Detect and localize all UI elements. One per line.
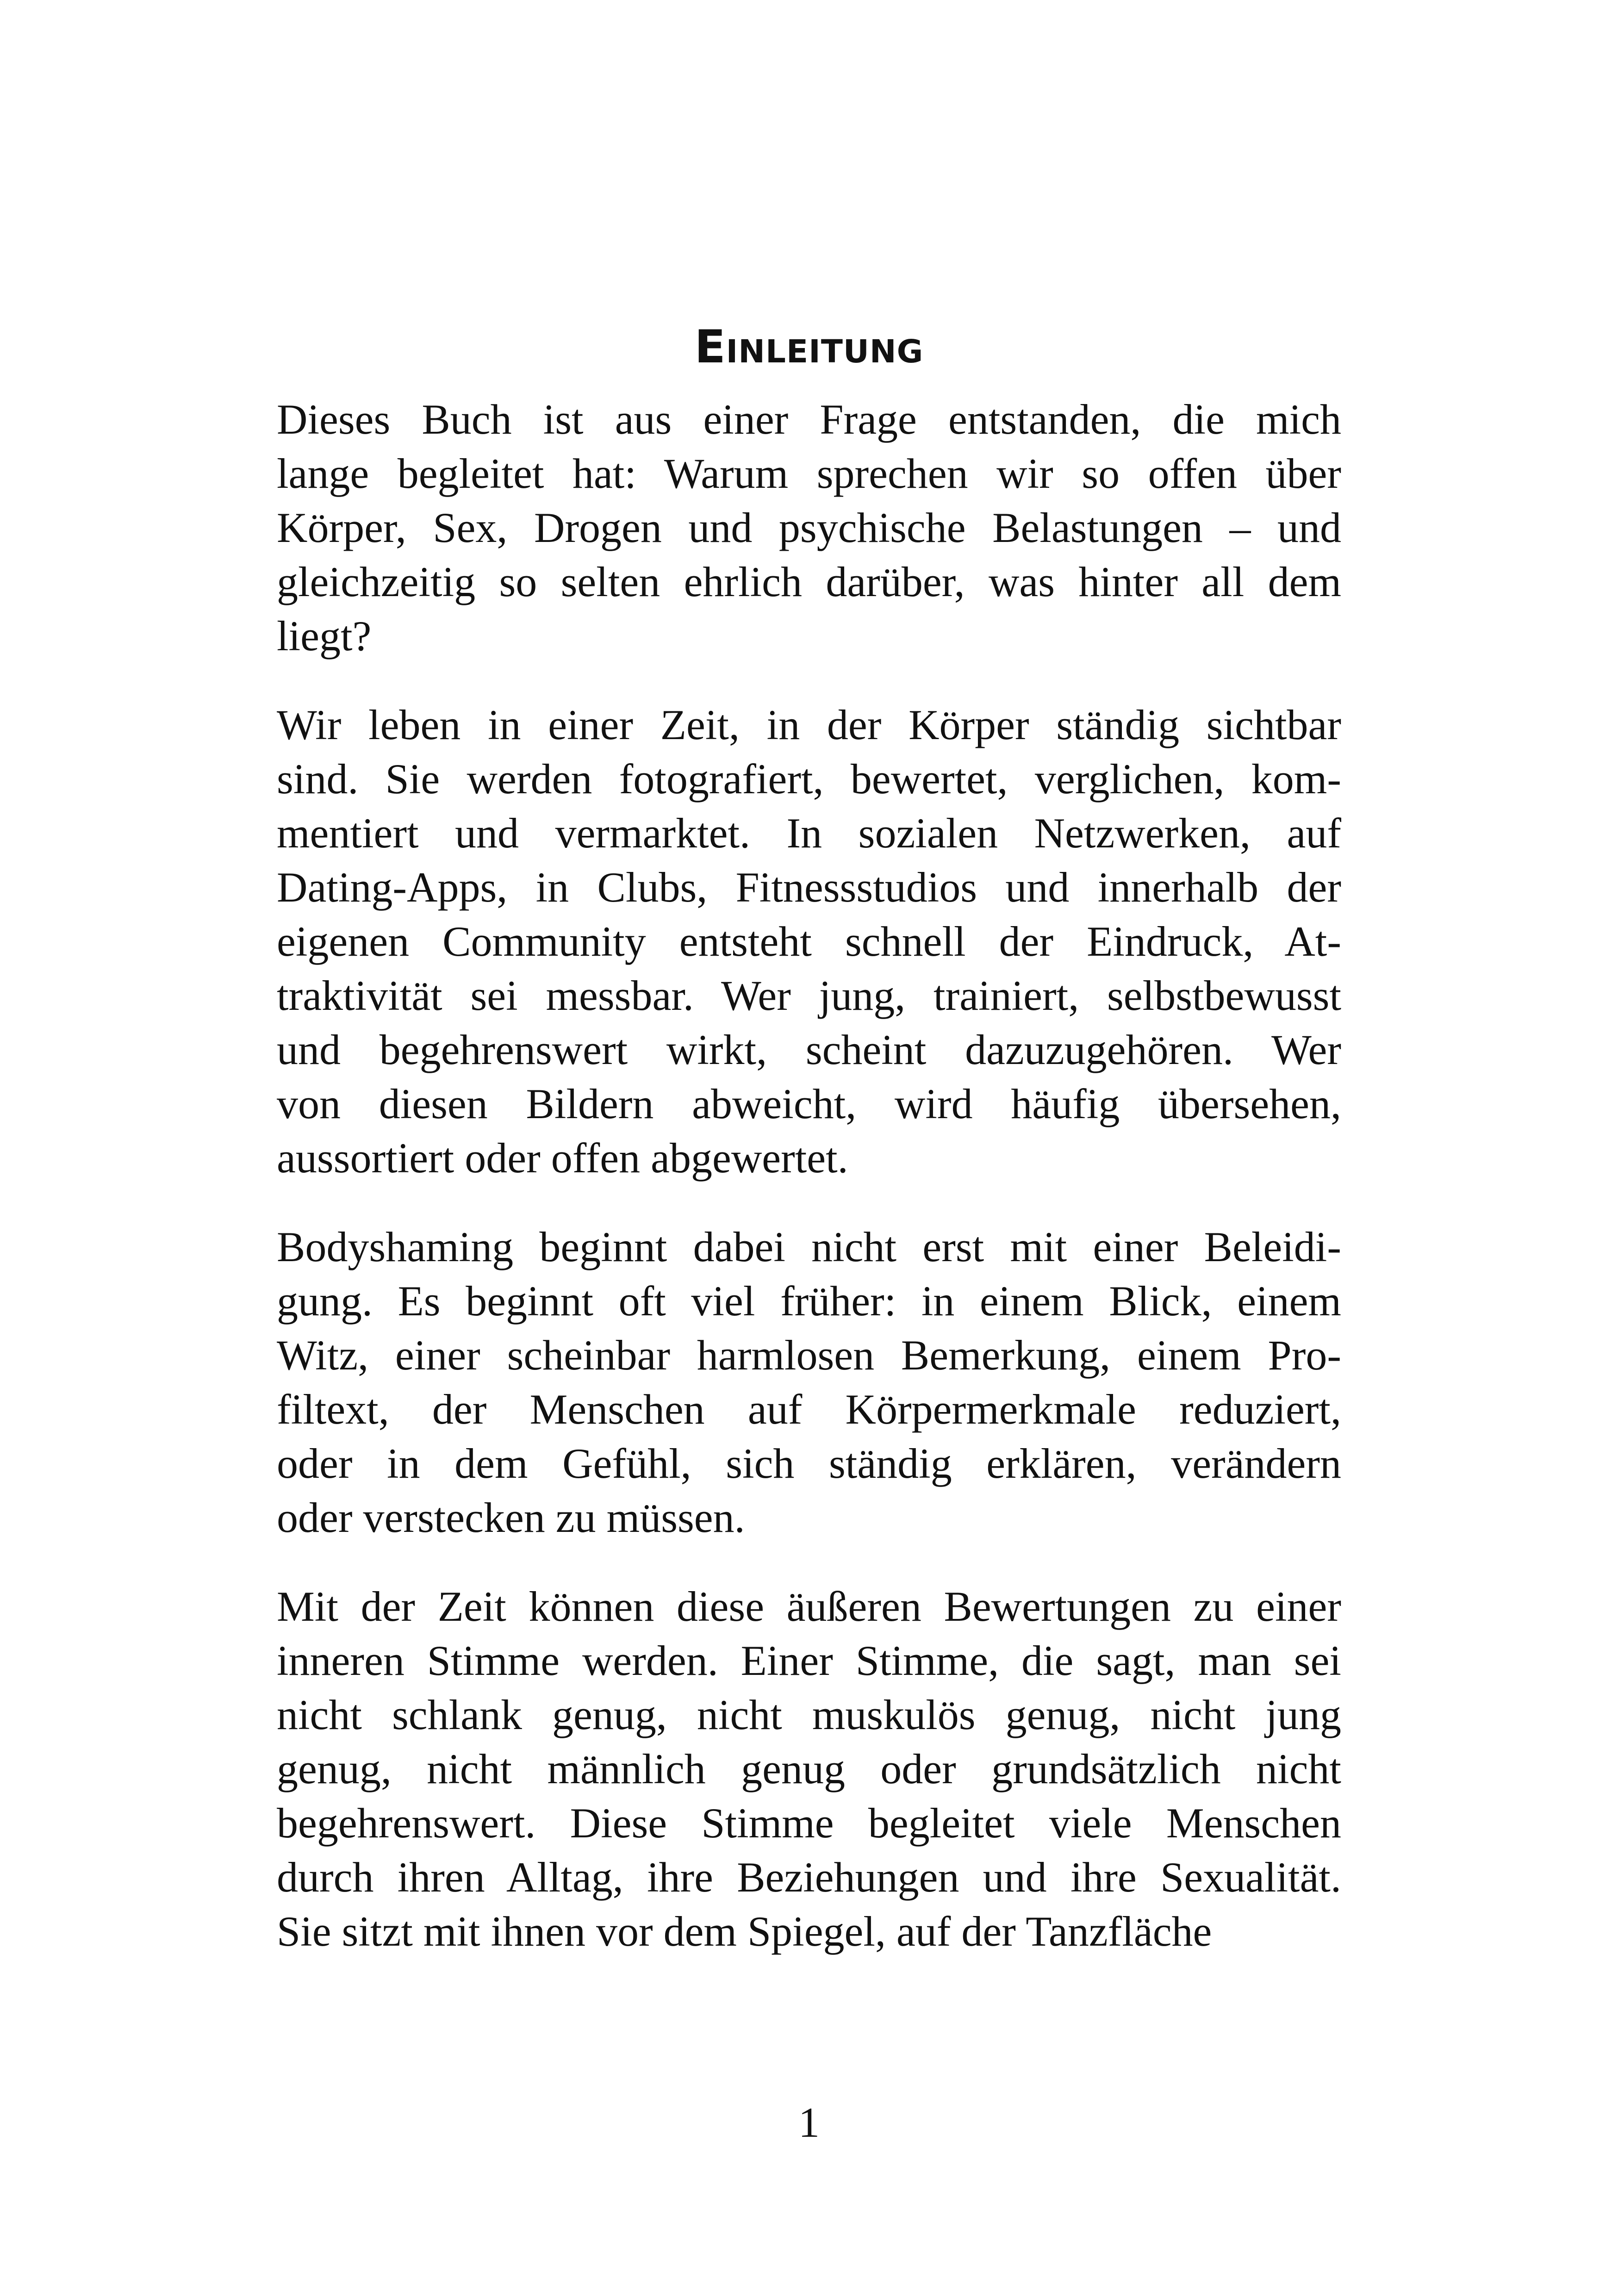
text-line: gleichzeitig so selten ehrlich darüber, was hinter all dem [277, 558, 1341, 605]
text-line: Wir leben in einer Zeit, in der Körper ständig sichtbar [277, 701, 1341, 748]
text-line: Bodyshaming beginnt dabei nicht erst mit einer Beleidi- [277, 1223, 1341, 1270]
text-line: Witz, einer scheinbar harmlosen Bemerkung, einem Pro- [277, 1332, 1341, 1379]
text-line: Körper, Sex, Drogen und psychische Belastungen – und [277, 504, 1341, 551]
text-line: aussortiert oder offen abgewertet. [277, 1134, 848, 1182]
text-line: von diesen Bildern abweicht, wird häufig übersehen, [277, 1080, 1341, 1127]
paragraph [277, 1220, 1341, 1545]
text-line: Dating-Apps, in Clubs, Fitnessstudios und innerhalb der [277, 864, 1341, 911]
text-line: nicht schlank genug, nicht muskulös genug, nicht jung [277, 1691, 1341, 1738]
text-line: oder in dem Gefühl, sich ständig erklären, verändern [277, 1440, 1341, 1487]
text-line: eigenen Community entsteht schnell der Eindruck, At- [277, 918, 1341, 965]
text-line: oder verstecken zu müssen. [277, 1494, 745, 1541]
paragraph [277, 1580, 1341, 1959]
text-line: Mit der Zeit können diese äußeren Bewertungen zu einer [277, 1583, 1341, 1630]
text-line: filtext, der Menschen auf Körpermerkmale reduziert, [277, 1386, 1341, 1433]
text-line: inneren Stimme werden. Einer Stimme, die sagt, man sei [277, 1637, 1341, 1684]
text-line: mentiert und vermarktet. In sozialen Netzwerken, auf [277, 809, 1341, 857]
chapter-heading: Einleitung [694, 321, 924, 373]
text-line: liegt? [277, 612, 372, 660]
text-line: genug, nicht männlich genug oder grundsätzlich nicht [277, 1745, 1341, 1792]
text-line: gung. Es beginnt oft viel früher: in einem Blick, einem [277, 1277, 1341, 1325]
text-line: sind. Sie werden fotografiert, bewertet, verglichen, kom- [277, 755, 1341, 803]
text-line: Dieses Buch ist aus einer Frage entstanden, die mich [277, 396, 1341, 443]
text-line: lange begleitet hat: Warum sprechen wir so offen über [277, 450, 1341, 497]
text-line: begehrenswert. Diese Stimme begleitet viele Menschen [277, 1799, 1341, 1847]
body-text [277, 392, 1341, 1993]
text-line: Sie sitzt mit ihnen vor dem Spiegel, auf der Tanzfläche [277, 1908, 1212, 1955]
text-line: durch ihren Alltag, ihre Beziehungen und ihre Sexualität. [277, 1854, 1341, 1901]
page-number: 1 [798, 2099, 820, 2146]
text-line: und begehrenswert wirkt, scheint dazuzugehören. Wer [277, 1026, 1341, 1073]
paragraph [277, 392, 1341, 663]
paragraph [277, 698, 1341, 1185]
text-line: traktivität sei messbar. Wer jung, trainiert, selbstbewusst [277, 972, 1341, 1019]
